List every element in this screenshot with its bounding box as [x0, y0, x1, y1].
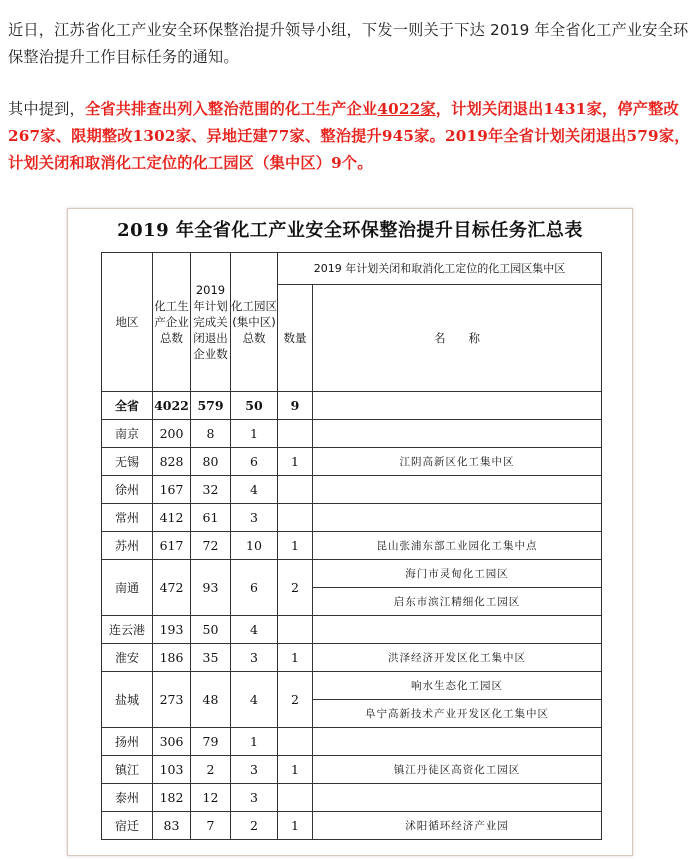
cell-closures: 2 — [191, 756, 231, 784]
table-row — [102, 756, 602, 784]
cell-count — [278, 784, 313, 812]
table-row — [102, 504, 602, 532]
cell-park-name — [313, 420, 602, 448]
cell-parks: 1 — [231, 728, 278, 756]
cell-park-name — [313, 392, 602, 420]
highlight-number: 4022家 — [377, 100, 436, 119]
cell-parks: 2 — [231, 812, 278, 840]
cell-parks: 3 — [231, 784, 278, 812]
table-body — [102, 392, 602, 840]
cell-region: 徐州 — [102, 476, 153, 504]
cell-parks: 3 — [231, 644, 278, 672]
cell-closures: 80 — [191, 448, 231, 476]
table-row — [102, 812, 602, 840]
cell-enterprises: 273 — [153, 672, 191, 728]
cell-parks: 4 — [231, 672, 278, 728]
cell-region: 宿迁 — [102, 812, 153, 840]
cell-closures: 61 — [191, 504, 231, 532]
cell-parks: 6 — [231, 448, 278, 476]
table-row — [102, 728, 602, 756]
cell-count: 9 — [278, 392, 313, 420]
table-row — [102, 644, 602, 672]
cell-region: 南京 — [102, 420, 153, 448]
header-region: 地区 — [102, 253, 153, 392]
cell-park-name: 响水生态化工园区 — [313, 672, 602, 700]
cell-park-name: 昆山张浦东部工业园化工集中点 — [313, 532, 602, 560]
cell-region: 泰州 — [102, 784, 153, 812]
cell-enterprises: 200 — [153, 420, 191, 448]
cell-closures: 93 — [191, 560, 231, 616]
cell-closures: 72 — [191, 532, 231, 560]
highlight-text-a: 全省共排查出列入整治范围的化工生产企业 — [84, 100, 378, 119]
cell-enterprises: 193 — [153, 616, 191, 644]
cell-count: 1 — [278, 812, 313, 840]
cell-closures: 579 — [191, 392, 231, 420]
cell-count: 1 — [278, 644, 313, 672]
table-row — [102, 672, 602, 700]
cell-count — [278, 476, 313, 504]
cell-park-name — [313, 504, 602, 532]
cell-count — [278, 504, 313, 532]
table-row — [102, 616, 602, 644]
cell-enterprises: 4022 — [153, 392, 191, 420]
cell-count: 1 — [278, 532, 313, 560]
cell-enterprises: 617 — [153, 532, 191, 560]
cell-count: 2 — [278, 672, 313, 728]
cell-park-name: 启东市滨江精细化工园区 — [313, 588, 602, 616]
cell-closures: 48 — [191, 672, 231, 728]
cell-parks: 4 — [231, 616, 278, 644]
cell-region: 镇江 — [102, 756, 153, 784]
cell-parks: 3 — [231, 756, 278, 784]
cell-enterprises: 167 — [153, 476, 191, 504]
header-enterprises: 化工生产企业总数 — [153, 253, 191, 392]
highlight-text — [8, 100, 690, 172]
summary-table-image — [67, 208, 633, 856]
table-row — [102, 448, 602, 476]
cell-region: 扬州 — [102, 728, 153, 756]
intro-paragraph: 近日，江苏省化工产业安全环保整治提升领导小组，下发一则关于下达 2019 年全省化工产业安全环保整治提升工作目标任务的通知。 — [8, 21, 689, 67]
cell-enterprises: 412 — [153, 504, 191, 532]
table-row — [102, 420, 602, 448]
cell-parks: 4 — [231, 476, 278, 504]
cell-region: 苏州 — [102, 532, 153, 560]
cell-park-name: 洪泽经济开发区化工集中区 — [313, 644, 602, 672]
cell-park-name — [313, 616, 602, 644]
cell-park-name: 沭阳循环经济产业园 — [313, 812, 602, 840]
cell-enterprises: 103 — [153, 756, 191, 784]
cell-closures: 32 — [191, 476, 231, 504]
cell-count — [278, 728, 313, 756]
cell-parks: 3 — [231, 504, 278, 532]
cell-region: 淮安 — [102, 644, 153, 672]
table-row — [102, 560, 602, 588]
paragraph-lead: 其中提到， — [8, 100, 85, 119]
cell-park-name — [313, 728, 602, 756]
cell-closures: 8 — [191, 420, 231, 448]
cell-enterprises: 306 — [153, 728, 191, 756]
cell-region: 南通 — [102, 560, 153, 616]
header-parks: 化工园区(集中区)总数 — [231, 253, 278, 392]
cell-enterprises: 83 — [153, 812, 191, 840]
highlight-paragraph — [8, 96, 692, 177]
cell-park-name: 镇江丹徒区高资化工园区 — [313, 756, 602, 784]
cell-parks: 50 — [231, 392, 278, 420]
header-count: 数量 — [278, 284, 313, 391]
cell-parks: 1 — [231, 420, 278, 448]
cell-parks: 6 — [231, 560, 278, 616]
highlight-text-b: ，计划关闭退出1431家，停产整改267家、限期整改1302家、异地迁建77家、整治提升945家。2019年全省计划关闭退出579家，计划关闭和取消化工定位的化工园区（集中区）9个。 — [8, 100, 690, 173]
table-row — [102, 784, 602, 812]
cell-closures: 12 — [191, 784, 231, 812]
cell-closures: 79 — [191, 728, 231, 756]
cell-region: 盐城 — [102, 672, 153, 728]
table-row — [102, 392, 602, 420]
cell-park-name — [313, 784, 602, 812]
cell-region: 连云港 — [102, 616, 153, 644]
cell-region: 全省 — [102, 392, 153, 420]
summary-table — [101, 252, 602, 840]
cell-region: 无锡 — [102, 448, 153, 476]
cell-count: 2 — [278, 560, 313, 616]
cell-count: 1 — [278, 448, 313, 476]
cell-enterprises: 186 — [153, 644, 191, 672]
cell-park-name — [313, 476, 602, 504]
table-row — [102, 476, 602, 504]
table-title: 2019 年全省化工产业安全环保整治提升目标任务汇总表 — [117, 220, 583, 241]
cell-parks: 10 — [231, 532, 278, 560]
cell-region: 常州 — [102, 504, 153, 532]
cell-count: 1 — [278, 756, 313, 784]
header-group: 2019 年计划关闭和取消化工定位的化工园区集中区 — [278, 253, 602, 285]
header-name: 名 称 — [313, 284, 602, 391]
cell-park-name: 阜宁高新技术产业开发区化工集中区 — [313, 700, 602, 728]
cell-closures: 7 — [191, 812, 231, 840]
header-closures: 2019年计划完成关闭退出企业数 — [191, 253, 231, 392]
cell-park-name: 江阴高新区化工集中区 — [313, 448, 602, 476]
cell-count — [278, 420, 313, 448]
cell-closures: 35 — [191, 644, 231, 672]
cell-enterprises: 472 — [153, 560, 191, 616]
table-row — [102, 532, 602, 560]
cell-closures: 50 — [191, 616, 231, 644]
cell-enterprises: 182 — [153, 784, 191, 812]
cell-park-name: 海门市灵甸化工园区 — [313, 560, 602, 588]
cell-count — [278, 616, 313, 644]
cell-enterprises: 828 — [153, 448, 191, 476]
